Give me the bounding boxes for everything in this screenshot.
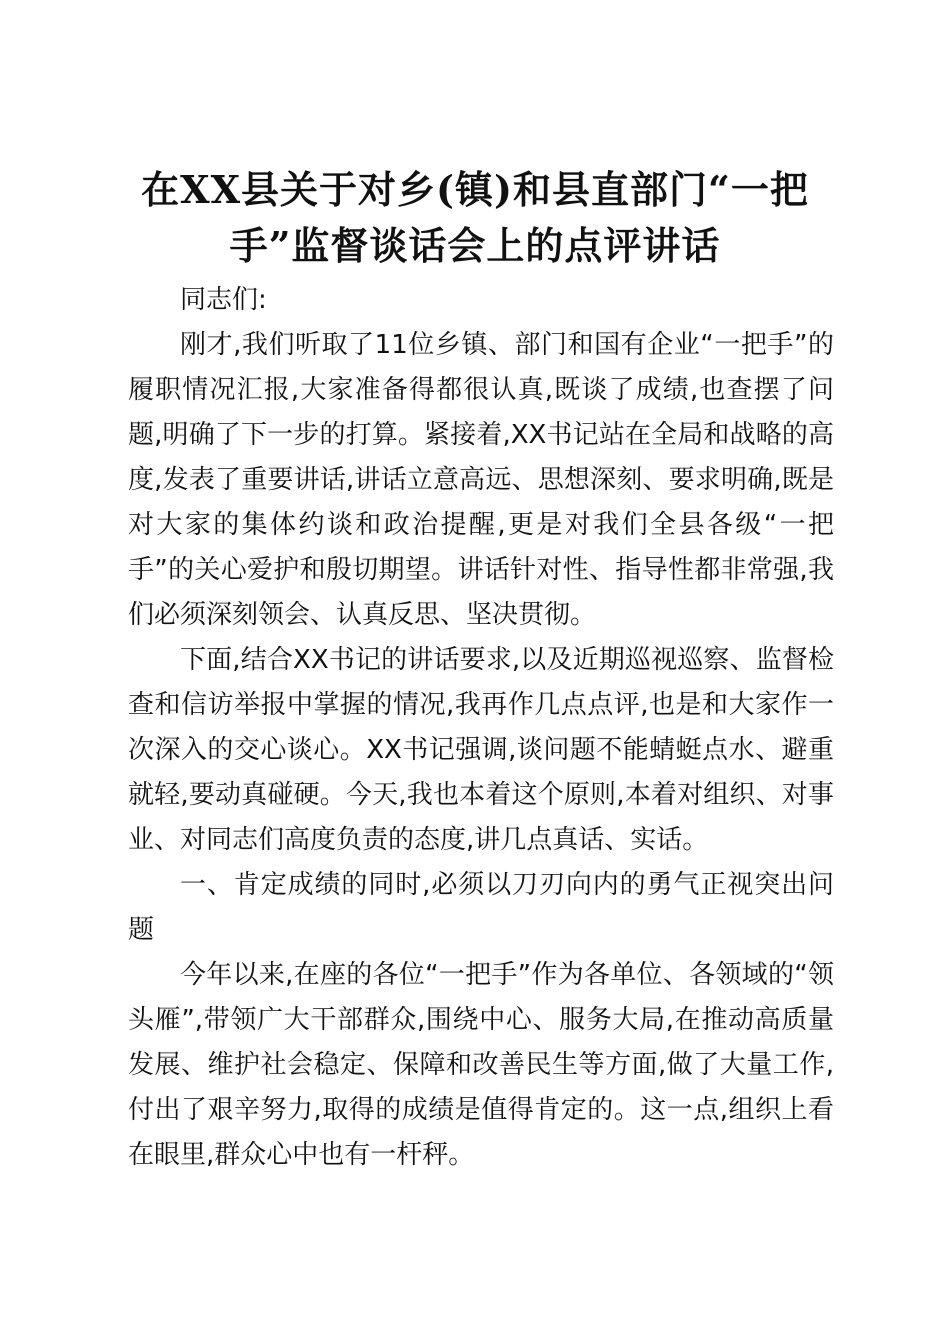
salutation: 同志们: (180, 285, 267, 315)
paragraph: 今年以来,在座的各位“一把手”作为各单位、各领域的“领头雁”,带领广大干部群众,围绕中心、服务大局,在推动高质量发展、维护社会稳定、保障和改善民生等方面,做了大量工作,付出了艰辛努力,取得的成绩是值得肯定的。这一点,组织上看在眼里,群众心中也有一杆秤。 (128, 960, 834, 1170)
document-body (128, 278, 834, 1178)
section-heading: 一、肯定成绩的同时,必须以刀刃向内的勇气正视突出问题 (128, 870, 834, 945)
paragraph: 刚才,我们听取了11位乡镇、部门和国有企业“一把手”的履职情况汇报,大家准备得都很认真,既谈了成绩,也查摆了问题,明确了下一步的打算。紧接着,XX书记站在全局和战略的高度,发表了重要讲话,讲话立意高远、思想深刻、要求明确,既是对大家的集体约谈和政治提醒,更是对我们全县各级“一把手”的关心爱护和殷切期望。讲话针对性、指导性都非常强,我们必须深刻领会、认真反思、坚决贯彻。 (128, 330, 834, 630)
paragraph: 下面,结合XX书记的讲话要求,以及近期巡视巡察、监督检查和信访举报中掌握的情况,我再作几点点评,也是和大家作一次深入的交心谈心。XX书记强调,谈问题不能蜻蜓点水、避重就轻,要动真碰硬。今天,我也本着这个原则,本着对组织、对事业、对同志们高度负责的态度,讲几点真话、实话。 (128, 645, 834, 855)
document-title: 在XX县关于对乡(镇)和县直部门“一把手”监督谈话会上的点评讲话 (141, 167, 809, 268)
